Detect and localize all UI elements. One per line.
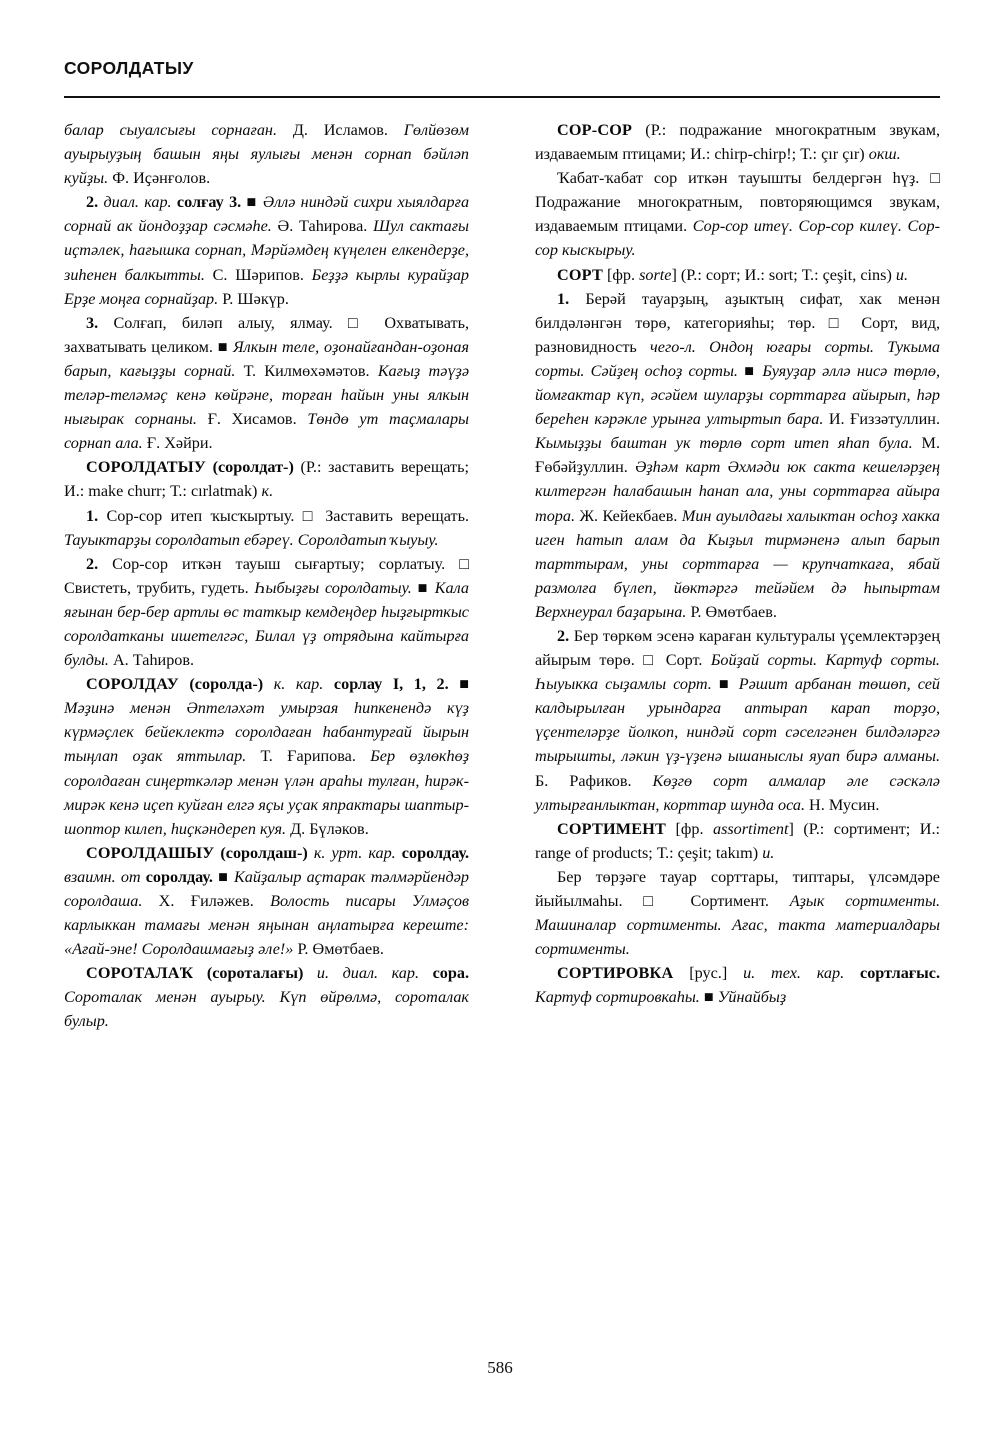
dictionary-entry: СОРОЛДАШЫУ (соролдаш-) к. урт. кар. соролдау. взаимн. от соролдау. ■ Кайҙалыр аҫтарак тәлмәрйендәр соролдаша. Х. Ғиләжев. Волость писары Улмәҫов карлыккан тамағы менән яңынан аңлатырға кереште: «Ағай-эне! Соролдашмағыҙ әле!» Р. Өмөтбаев. <box>64 843 470 959</box>
entry-form: (соролдаш-) <box>220 843 308 862</box>
entry-etymology: [фр. assortiment] <box>675 819 794 838</box>
sense-block: 2. диал. кар. солғау 3. ■ Әллә ниндәй сихри хыялдарға сорнай ак йондоҙҙар сәсмәһе. Ә. Таһирова. Шул сактағы иҫтәлек, һағышка сорнап, Мәрйәмдең күңелен елкендерҙе, зиһенен балкытты. С. Шәрипов. Беҙҙә кырлы курайҙар Ерҙе моңға сорнайҙар. Р. Шәкүр. <box>64 193 470 308</box>
dictionary-entry: СОРТИМЕНТ [фр. assortiment] (Р.: сортимент; И.: range of products; Т.: çeşit; takım) и. <box>535 819 940 862</box>
dictionary-entry: СОРОЛДАТЫУ (соролдат-) (Р.: заставить верещать; И.: make churr; Т.: cırlatmak) к. <box>64 458 470 501</box>
dictionary-entry: СОРОТАЛАҠ (сороталағы) и. диал. кар. сора. Сороталак менән ауырыу. Күп өйрөлмә, сороталак булыр. <box>64 964 469 1031</box>
entry-headword: СОРТИМЕНТ <box>557 819 667 838</box>
entry-form: (сороталағы) <box>206 964 304 983</box>
continued-entry-examples: балар сыуалсығы сорнаған. Д. Исламов. Гөлйөзөм ауырыуҙың башын яңы яулығы менән сорнап бәйләп куйҙы. Ф. Иҫәнғолов. <box>64 121 469 188</box>
header-rule <box>64 96 940 98</box>
right-column <box>535 118 940 1328</box>
entry-etymology: [фр. sorte] <box>607 265 677 284</box>
two-column-body <box>64 118 940 1328</box>
sense-block: 2. Сор-сор иткән тауыш сығартыу; сорлатыу. □ Свистеть, трубить, гудеть. Һыбыҙғы соролдатыу. ■ Кала яғынан бер-бер артлы өс таткыр кемдеңдер һыҙғырткыс соролдатканы ишетелгәс, Билал үҙ отрядына кайтырға булды. А. Таһиров. <box>64 554 469 670</box>
sense-block: 1. Сор-сор итеп ҡысҡыртыу. □ Заставить верещать. Тауыктарҙы соролдатып ебәреү. Соролдатып ҡыуыу. <box>64 506 469 549</box>
page-number: 586 <box>487 1358 513 1377</box>
sense-block: 2. Бер төркөм эсенә караған культуралы үҫемлектәрҙең айырым төрө. □ Сорт. Бойҙай сорты. Картуф сорты. Һыуыкка сыҙамлы сорт. ■ Рәшит арбанан төшөп, сей калдырылған урындарға аптырап карап торҙо, үҫентеләрҙе йолкоп, ниндәй сорт сәселгәнен билдәләргә тырышты, ләкин үҙ-үҙенә ышаныслы яуап бирә алманы. Б. Рафиков. Көҙгө сорт алмалар әле сәскәлә ултырғанлыктан, корттар шунда оса. Н. Мусин. <box>535 626 941 814</box>
dictionary-entry: СОРТИРОВКА [рус.] и. тех. кар. сортлағыс. Картуф сортировкаһы. ■ Уйнайбыҙ <box>535 964 941 1007</box>
entry-headword: СОРОЛДАУ <box>86 675 179 694</box>
entry-headword: СОРОТАЛАҠ <box>86 964 194 983</box>
entry-body: Ҡабат-ҡабат сор иткән тауышты белдергән һүҙ. □ Подражание многократным, повторяющимся звукам, издаваемым птицами. Сор-сор итеү. Сор-сор килеү. Сор-сор кыскырыу. <box>535 169 940 260</box>
entry-headword: СОР-СОР <box>557 121 633 139</box>
entry-headword: СОРТИРОВКА <box>557 964 674 983</box>
running-head: СОРОЛДАТЫУ <box>64 58 194 78</box>
dictionary-entry: СОР-СОР (Р.: подражание многократным звукам, издаваемым птицами; И.: chirp-chirp!; Т.: çır çır) окш. <box>535 121 940 164</box>
entry-form: (соролда-) <box>189 675 264 694</box>
entry-headword: СОРОЛДАТЫУ <box>86 458 206 477</box>
left-column <box>64 118 469 1328</box>
dictionary-entry: СОРОЛДАУ (соролда-) к. кар. сорлау I, 1, 2. ■ Мәҙинә менән Әптеләхәт умырзая һипкенендә күҙ күрмәҫлек бейеклектә соролдаған һабантурғай йырын тыңлап оҙак яттылар. Т. Ғарипова. Бер өҙлөкһөҙ соролдаған сиңерткәләр менән үлән араһы тулған, һирәк-мирәк кенә иҫеп куйған елгә яҫы уҫак япрактары шаптыр-шоптор килеп, һиҫкәндереп куя. Д. Бүләков. <box>64 675 470 838</box>
entry-body: Бер төрҙәге тауар сорттары, типтары, үлсәмдәре йыйылмаһы. □ Сортимент. Аҙык сортименты. Машиналар сортименты. Ағас, такта материалдары сортименты. <box>535 867 940 959</box>
entry-form: (соролдат-) <box>212 458 294 477</box>
entry-headword: СОРТ <box>557 265 603 284</box>
sense-block: 1. Берәй тауарҙың, аҙыктың сифат, хак менән билдәләнгән төрө, категорияһы; төр. □ Сорт, вид, разновидность чего-л. Ондоң юғары сорты. Тукыма сорты. Сәйҙең осһоҙ сорты. ■ Буяуҙар әллә нисә төрлө, йомғактар күп, әсәйем шуларҙы сорттарға айырып, һәр береһен кәрәкле урынға ултыртып бара. И. Ғиззәтуллин. Кымыҙҙы баштан ук төрлө сорт итеп яһап була. М. Ғөбәйҙуллин. Әҙһәм карт Әхмәди юк сакта кешеләрҙең килтергән һалабашын һанап ала, уны сорттарға айыра тора. Ж. Кейекбаев. Мин ауылдағы халыктан осһоҙ хакка иген һатып алам да Кыҙыл тирмәненә алып барып тарттырам, уны сорттарға — крупчаткаға, ябай размолға бүлеп, йөктәргә тейәйем дә һыпыртам Верхнеурал баҙарына. Р. Өмөтбаев. <box>535 289 940 621</box>
dictionary-entry: СОРТ [фр. sorte] (Р.: сорт; И.: sort; Т.: çeşit, cins) и. <box>557 265 909 284</box>
sense-block: 3. Солғап, биләп алыу, ялмау. □ Охватывать, захватывать целиком. ■ Ялкын теле, оҙонайғандан-оҙоная барып, кағыҙҙы сорнай. Т. Килмөхәмәтов. Кағыҙ тәүҙә теләр-теләмәҫ кенә көйрәне, торған һайын уны ялкын нығырак сорнаны. Ғ. Хисамов. Төндө ут таҫмалары сорнап ала. Ғ. Хәйри. <box>64 313 470 453</box>
entry-etymology: [рус.] <box>689 964 728 983</box>
entry-headword: СОРОЛДАШЫУ <box>86 843 215 862</box>
